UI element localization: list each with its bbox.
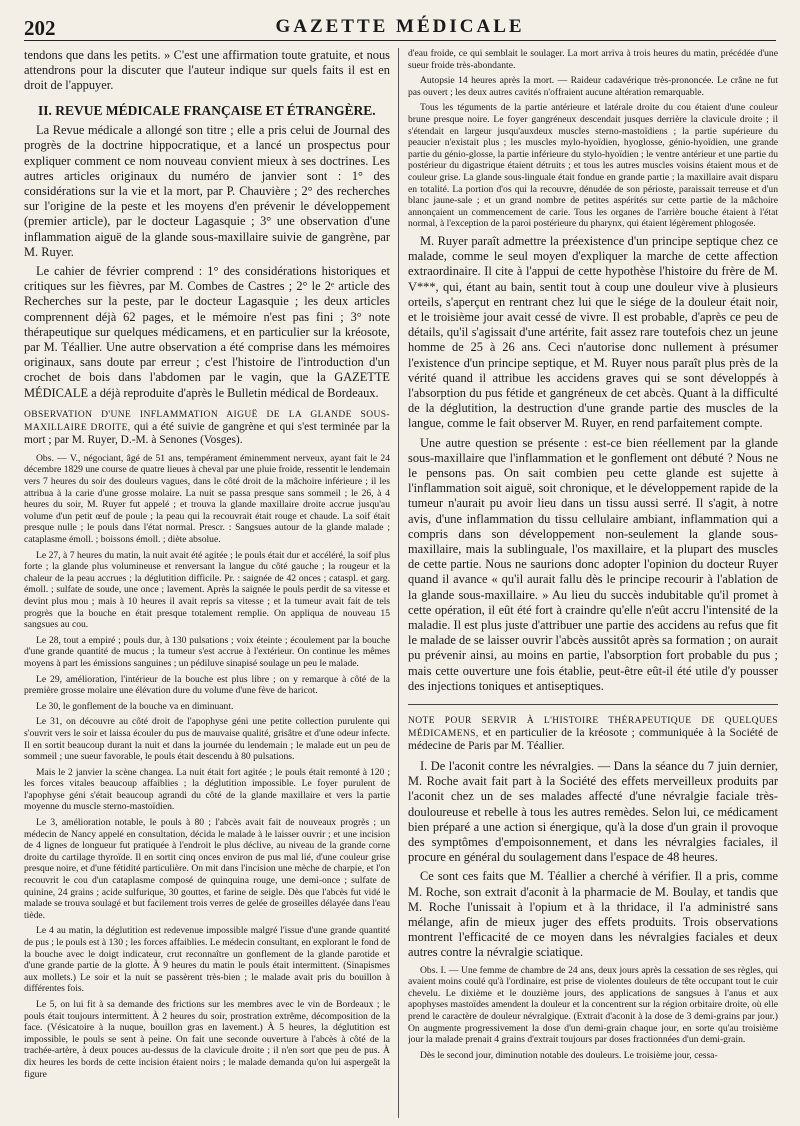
- note-heading: [408, 715, 778, 753]
- observation-paragraph: Obs. I. — Une femme de chambre de 24 ans, deux jours après la cessation de ses règles, qui avaient moins coulé qu'à l'ordinaire, est prise de violentes douleurs de tête occupant tout le cuir chevelu. Le dixième et le douzième jours, des applications de sangsues à l'anus et aux apophyses mastoïdes amendent la douleur et la concentrent sur la région orbitaire droite, où elle prend le caractère de douleur névralgique. (Extrait d'aconit à la dose de 3 demi-grains par jour.) On augmente progressivement la dose d'un demi-grain chaque jour, en sorte qu'au troisième jour la malade prenait 4 grains d'extrait toujours par doses fractionnées d'un demi-grain.: [408, 964, 778, 1046]
- article-subtitle: qui a été suivie de gangrène et qui s'est terminée par la mort ; par M. Ruyer, D.-M. à Senones (Vosges).: [24, 420, 390, 446]
- paragraph: La Revue médicale a allongé son titre ; elle a pris celui de Journal des progrès de la doctrine hippocratique, et a lancé un prospectus pour expliquer comment ce nom nouveau convient mieux à ses doctrines. Les autres articles originaux du numéro de janvier sont : 1° des considérations sur la vie et la mort, par P. Chauvière ; 2° des recherches sur l'origine de la peste et les moyens d'en prévenir le développement (premier article), par le docteur Lagasquie ; 3° une observation d'une inflammation aiguë de la glande sous-maxillaire suivie de gangrène, par M. Ruyer.: [24, 123, 390, 259]
- observation-paragraph: Le 30, le gonflement de la bouche va en diminuant.: [36, 700, 234, 712]
- commentary-paragraph: Une autre question se présente : est-ce bien réellement par la glande sous-maxillaire que l'inflammation et le gonflement ont débuté ? Nous ne le pensons pas. On sait combien peu cette glande est sujette à l'inflammation soit aiguë, soit chronique, et le développement rapide de la tumeur n'aurait pu avoir lieu dans un tissu aussi serré. Il s'agit, à notre avis, d'une inflammation du tissu cellulaire ambiant, inflammation qui a compris dans son développement non-seulement la glande sous-maxillaire, mais la sublinguale, l'os maxillaire, et la plupart des muscles de cette partie. Nous ne saurions donc adopter l'opinion du docteur Ruyer quand il avance « qu'il aurait fallu dès le principe recourir à l'ablation de la glande sous-maxillaire. » Au lieu du succès indubitable qu'il promet à cette opération, il eût été fort à craindre qu'elle n'eût accru l'intensité de la maladie. Il est plus juste d'attribuer une partie des accidens au refus que fit le malade de se laisser ouvrir l'abcès aussitôt après sa formation ; on aurait pu prévenir ainsi, au moins en partie, l'absorption fort probable du pus ; mais cette ouverture une fois établie, peut-être eût-il été utile d'y pousser des injections toniques et antiseptiques.: [408, 435, 778, 693]
- observation-paragraph: Le 29, amélioration, l'intérieur de la bouche est plus libre ; on y remarque à côté de la première grosse molaire une élévation dure du volume d'une fève de haricot.: [24, 673, 390, 697]
- paragraph: tendons que dans les petits. » C'est une affirmation toute gratuite, et nous attendrons pour la discuter que l'auteur indique sur quels faits il est en droit de l'appuyer.: [24, 48, 390, 93]
- note-title: NOTE POUR SERVIR À L'HISTOIRE THÉRAPEUTIQUE DE QUELQUES MÉDICAMENS,: [408, 716, 778, 739]
- journal-title: GAZETTE MÉDICALE: [275, 16, 525, 37]
- observation-paragraph: Le 28, tout a empiré ; pouls dur, à 130 pulsations ; voix éteinte ; écoulement par la bouche d'une grande quantité de mucus ; la tumeur s'est accrue à l'extérieur. On continue les mêmes moyens à part les émissions sanguines ; un pédiluve sinapisé soulage un peu le malade.: [24, 634, 390, 669]
- left-column: [24, 48, 390, 1120]
- observation-paragraph: Le 3, amélioration notable, le pouls à 80 ; l'abcès avait fait de nouveaux progrès ; un médecin de Nancy appelé en consultation, décida le malade à le laisser ouvrir ; et une incision de 4 lignes de longueur fut pratiquée à l'endroit le plus déclive, au niveau de la grande corne droite du cartilage thyroïde. Il en sortit cinq onces environ de pus mal lié, d'une couleur grise presque noire, et d'une fétidité particulière. On mit dans l'incision une mèche de charpie, et l'on recouvrit le cou d'un cataplasme composé de quinquina rouge, une demi-once ; sulfate de quinine, 24 grains ; acide sulfurique, 30 gouttes, et farine de seigle. Dès que l'abcès fut vidé le malade se trouva soulagé et but facilement trois verres de gelée de groseilles délayée dans l'eau tiède.: [24, 817, 390, 921]
- observation-paragraph: Le 31, on découvre au côté droit de l'apophyse géni une petite collection purulente qui s'ouvrit vers le soir et laissa écouler du pus de mauvaise qualité, grisâtre et d'une odeur infecte. Il en sortit beaucoup durant la nuit et dans la journée du lendemain ; le malade eut un peu de sommeil ; une sueur favorable, le pouls était descendu à 80 pulsations.: [24, 716, 390, 763]
- article-heading: [24, 409, 390, 447]
- autopsy-paragraph: Autopsie 14 heures après la mort. — Raideur cadavérique très-prononcée. Le crâne ne fut pas ouvert ; les deux autres cavités n'offraient aucune altération remarquable.: [408, 75, 778, 98]
- article-title: OBSERVATION D'UNE INFLAMMATION AIGUË DE LA GLANDE SOUS-MAXILLAIRE DROITE,: [24, 409, 390, 433]
- right-column: [408, 48, 778, 1120]
- paragraph: Le cahier de février comprend : 1° des considérations historiques et critiques sur les fièvres, par M. Combes de Castres ; 2° le 2ᵉ article des Recherches sur la peste, par le docteur Lagasquie ; les deux articles comprennent déjà 62 pages, et le mémoire n'est pas fini ; 3° note thérapeutique sur quelques médicamens, et en particulier sur la kréosote, par M. Téallier. Une autre observation a été comprise dans les mémoires originaux, sans doute par erreur ; c'est l'histoire de l'introduction d'un crochet de bois dans l'abdomen par le vagin, que la GAZETTE MÉDICALE a déjà reproduite d'après le Bulletin médical de Bordeaux.: [24, 264, 390, 400]
- observation-paragraph: Mais le 2 janvier la scène changea. La nuit était fort agitée ; le pouls était remonté à 120 ; les forces vitales beaucoup affaiblies ; la déglutition impossible. Le foyer purulent de l'apophyse géni s'était beaucoup agrandi du côté de la glande maxillaire et vers la partie moyenne du muscle sterno-mastoïdien.: [24, 766, 390, 813]
- paragraph: Ce sont ces faits que M. Téallier a cherché à vérifier. Il a pris, comme M. Roche, son extrait d'aconit à la pharmacie de M. Boulay, et tandis que M. Roche l'unissait à l'opium et à la thridace, il l'a administré sans mélange, afin de mieux juger des effets produits. Trois observations montrent l'efficacité de ce moyen dans les névralgies faciales et deux autres contre la névralgie sciatique.: [408, 869, 778, 960]
- commentary-paragraph: M. Ruyer paraît admettre la préexistence d'un principe septique chez ce malade, comme le seul moyen d'expliquer la marche de cette affection extraordinaire. Il cite à l'appui de cette hypothèse l'histoire du frère de M. V***, qui, étant au bain, sentit tout à coup une douleur vive à plusieurs orteils, s'aperçut en rentrant chez lui que le siége de la douleur était noir, et le troisième jour avait cessé de vivre. Il est probable, d'après ce peu de détails, qu'il s'agissait d'une artérite, fait assez rare toutefois chez un jeune homme de 25 à 26 ans. Ceci n'autorise donc nullement à présumer l'existence d'un principe septique, et M. Ruyer nous paraît plus près de la vérité quand il attribue les accidens graves qui se sont développés à l'absorption du pus fétide et gangréneux de cet abcès. Quant à la difficulté de la déglutition, la destruction d'une grande partie des muscles de la langue, comme le fait observer M. Ruyer, en rend parfaitement compte.: [408, 233, 778, 431]
- paragraph: I. De l'aconit contre les névralgies. — Dans la séance du 7 juin dernier, M. Roche avait fait part à la Société des effets merveilleux produits par l'aconit chez un de ses malades affecté d'une névralgie faciale très-douloureuse et rebelle à tous les autres remèdes. Selon lui, ce médicament bien préparé a une action si énergique, qu'à la dose d'un grain il provoque des symptômes d'empoisonnement, et dans les névralgies faciales, il procure en général du soulagement dans l'espace de 48 heures.: [408, 759, 778, 865]
- observation-paragraph: Obs. — V., négociant, âgé de 51 ans, tempérament éminemment nerveux, ayant fait le 24 décembre 1829 une course de quatre lieues à cheval par une pluie froide, ressentit le lendemain vers 7 heures du soir des douleurs vagues, dans le côté droit de la mâchoire inférieure ; il les attribua à la carie d'une grosse molaire. La nuit se passa presque sans sommeil ; le 26, à 4 heures du soir, M. Ruyer fut appelé ; et trouva la glande maxillaire droite accrue jusqu'au volume d'un petit œuf de poule ; la peau qui la recouvrait était rouge et chaude. La soif était presque nulle ; le pouls dans l'état normal. Prescr. : Sangsues autour de la glande malade ; cataplasme émoll. ; boissons émoll. ; diète absolue.: [24, 452, 390, 546]
- observation-paragraph: Le 27, à 7 heures du matin, la nuit avait été agitée ; le pouls était dur et accéléré, la soif plus forte ; la glande plus volumineuse et renversant la langue du côté gauche ; la rougeur et la chaleur de la peau accrues ; la déglutition difficile. Pr. : saignée de 42 onces ; cataspl. et garg. émoll. ; sulfate de soude, une once ; lavement. Après la saignée le pouls perdit de sa vitesse et devint plus mou ; mais à 10 heures il avait repris sa vitesse ; et la tumeur avait fait de tels progrès que la bouche en était presque totalement remplie. On appliqua de nouveau 15 sangsues au cou.: [24, 549, 390, 631]
- section-heading: II. REVUE MÉDICALE FRANÇAISE ET ÉTRANGÈRE.: [38, 102, 376, 118]
- observation-paragraph: Dès le second jour, diminution notable des douleurs. Le troisième jour, cessa-: [420, 1049, 718, 1061]
- page-number: 202: [24, 16, 56, 40]
- section-divider: [408, 704, 778, 705]
- column-divider: [398, 48, 399, 1118]
- observation-paragraph: Le 5, on lui fit à sa demande des frictions sur les membres avec le vin de Bordeaux ; le pouls était toujours intermittent. À 2 heures du soir, prostration extrême, décomposition de la face. (Vésicatoire à la nuque, bouillon gras en lavement.) À 5 heures, la déglutition est impossible, le pouls se sent à peine. On fait une seconde ouverture à l'abcès à côté de la trachée-artère, à deux pouces au-dessus de la clavicule droite ; il n'en sort que peu de pus. À dix heures les bords de cette incision étaient noirs ; le malade demanda qu'on lui aspergeât la figure: [24, 998, 390, 1080]
- observation-paragraph: Le 4 au matin, la déglutition est redevenue impossible malgré l'issue d'une grande quantité de pus ; le pouls est à 130 ; les forces affaiblies. Le médecin consultant, en explorant le fond de la bouche avec le doigt indicateur, crut reconnaître un gonflement de la glande parotide et d'une grande partie de la glotte. À 9 heures du matin le pouls était intermittent. (Sinapismes aux mollets.) Le soir et la nuit se passèrent très-bien ; le malade avait pris du bouillon à différentes fois.: [24, 925, 390, 995]
- note-subtitle: et en particulier de la kréosote ; communiquée à la Société de médecine de Paris par M. Téallier.: [408, 727, 778, 752]
- paragraph: d'eau froide, ce qui semblait le soulager. La mort arriva à trois heures du matin, précédée d'une sueur froide très-abondante.: [408, 48, 778, 71]
- paragraph: Tous les téguments de la partie antérieure et latérale droite du cou étaient d'une couleur brune presque noire. Le foyer gangréneux descendait jusques derrière la clavicule droite ; il s'étendait en largeur jusqu'auxdeux muscles sterno-mastoïdiens ; la partie supérieure du peaucier n'existait plus ; les muscles mylo-hyoïdien, hyoglosse, génio-hyoïdien, une grande partie du génio-glosse, la partie inférieure du stylo-hyoïdien ; le ventre antérieur et une partie du postérieur du digastrique étaient détruits ; et tous les autres muscles voisins étaient mous et de couleur grise. La glande sous-linguale était fondue en grande partie ; la maxillaire avait disparu en totalité. La portion d'os qui la recouvre, dénudée de son périoste, paraissait terreuse et d'un blanc jaune-sale ; et un grand nombre de petites aspérités sur cette partie de la mâchoire annonçaient un commencement de carie. Tous les organes de l'arrière bouche étaient à l'état normal, à l'exception de la paroi postérieure du pharynx, qui étaient légèrement phlogosée.: [408, 102, 778, 230]
- page-header: [24, 14, 776, 41]
